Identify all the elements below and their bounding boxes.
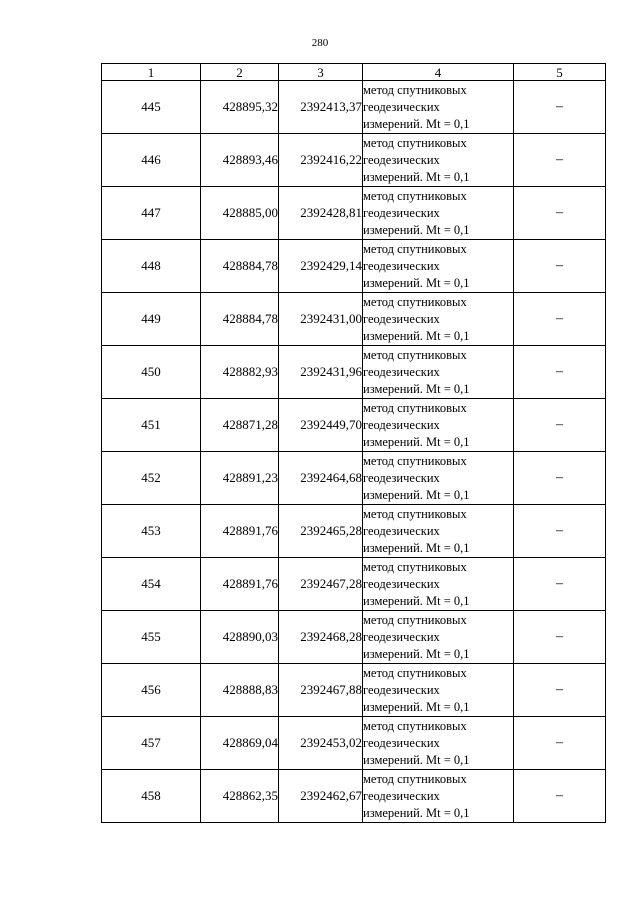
method-line: геодезических <box>363 205 440 220</box>
method-line: измерений. Mt = 0,1 <box>363 328 470 343</box>
point-number-cell: 451 <box>102 399 201 452</box>
note-cell: – <box>514 717 606 770</box>
method-line: измерений. Mt = 0,1 <box>363 593 470 608</box>
x-coordinate-cell: 428890,03 <box>201 611 279 664</box>
method-cell <box>363 611 514 664</box>
point-number-cell: 458 <box>102 770 201 823</box>
method-line: геодезических <box>363 417 440 432</box>
y-coordinate-cell: 2392465,28 <box>279 505 363 558</box>
method-line: метод спутниковых <box>363 241 467 256</box>
method-line: измерений. Mt = 0,1 <box>363 752 470 767</box>
header-col-2: 2 <box>201 64 279 81</box>
method-line: метод спутниковых <box>363 506 467 521</box>
x-coordinate-cell: 428888,83 <box>201 664 279 717</box>
method-cell <box>363 187 514 240</box>
method-line: геодезических <box>363 364 440 379</box>
method-cell <box>363 293 514 346</box>
x-coordinate-cell: 428884,78 <box>201 293 279 346</box>
method-line: метод спутниковых <box>363 453 467 468</box>
table-row <box>102 717 606 770</box>
x-coordinate-cell: 428891,76 <box>201 505 279 558</box>
table-header-row <box>102 64 606 81</box>
point-number-cell: 457 <box>102 717 201 770</box>
point-number-cell: 454 <box>102 558 201 611</box>
note-cell: – <box>514 240 606 293</box>
note-cell: – <box>514 558 606 611</box>
table-row <box>102 611 606 664</box>
table-row <box>102 452 606 505</box>
table-row <box>102 664 606 717</box>
method-line: геодезических <box>363 788 440 803</box>
page-number: 280 <box>311 37 329 49</box>
table-row <box>102 134 606 187</box>
y-coordinate-cell: 2392431,96 <box>279 346 363 399</box>
y-coordinate-cell: 2392464,68 <box>279 452 363 505</box>
y-coordinate-cell: 2392449,70 <box>279 399 363 452</box>
x-coordinate-cell: 428891,76 <box>201 558 279 611</box>
point-number-cell: 456 <box>102 664 201 717</box>
method-cell <box>363 452 514 505</box>
method-line: метод спутниковых <box>363 294 467 309</box>
method-cell <box>363 81 514 134</box>
table-row <box>102 346 606 399</box>
method-cell <box>363 134 514 187</box>
method-line: геодезических <box>363 258 440 273</box>
method-line: измерений. Mt = 0,1 <box>363 116 470 131</box>
method-line: метод спутниковых <box>363 135 467 150</box>
point-number-cell: 450 <box>102 346 201 399</box>
method-cell <box>363 346 514 399</box>
method-line: измерений. Mt = 0,1 <box>363 222 470 237</box>
method-line: геодезических <box>363 311 440 326</box>
x-coordinate-cell: 428884,78 <box>201 240 279 293</box>
x-coordinate-cell: 428885,00 <box>201 187 279 240</box>
y-coordinate-cell: 2392453,02 <box>279 717 363 770</box>
y-coordinate-cell: 2392467,88 <box>279 664 363 717</box>
y-coordinate-cell: 2392416,22 <box>279 134 363 187</box>
y-coordinate-cell: 2392413,37 <box>279 81 363 134</box>
method-line: геодезических <box>363 523 440 538</box>
method-line: метод спутниковых <box>363 347 467 362</box>
method-line: геодезических <box>363 629 440 644</box>
note-cell: – <box>514 664 606 717</box>
method-cell <box>363 770 514 823</box>
method-line: геодезических <box>363 735 440 750</box>
method-line: измерений. Mt = 0,1 <box>363 699 470 714</box>
point-number-cell: 447 <box>102 187 201 240</box>
method-line: метод спутниковых <box>363 718 467 733</box>
x-coordinate-cell: 428893,46 <box>201 134 279 187</box>
header-col-3: 3 <box>279 64 363 81</box>
y-coordinate-cell: 2392431,00 <box>279 293 363 346</box>
table-row <box>102 187 606 240</box>
point-number-cell: 455 <box>102 611 201 664</box>
header-col-1: 1 <box>102 64 201 81</box>
method-line: измерений. Mt = 0,1 <box>363 646 470 661</box>
y-coordinate-cell: 2392462,67 <box>279 770 363 823</box>
table-row <box>102 558 606 611</box>
method-cell <box>363 399 514 452</box>
table-row <box>102 770 606 823</box>
note-cell: – <box>514 346 606 399</box>
point-number-cell: 452 <box>102 452 201 505</box>
method-line: метод спутниковых <box>363 559 467 574</box>
method-line: геодезических <box>363 152 440 167</box>
method-line: измерений. Mt = 0,1 <box>363 381 470 396</box>
method-line: метод спутниковых <box>363 188 467 203</box>
method-line: геодезических <box>363 470 440 485</box>
point-number-cell: 448 <box>102 240 201 293</box>
method-line: метод спутниковых <box>363 612 467 627</box>
method-cell <box>363 240 514 293</box>
method-line: измерений. Mt = 0,1 <box>363 434 470 449</box>
method-cell <box>363 717 514 770</box>
note-cell: – <box>514 81 606 134</box>
note-cell: – <box>514 293 606 346</box>
method-cell <box>363 664 514 717</box>
table-row <box>102 399 606 452</box>
note-cell: – <box>514 134 606 187</box>
method-line: метод спутниковых <box>363 771 467 786</box>
y-coordinate-cell: 2392468,28 <box>279 611 363 664</box>
table-row <box>102 240 606 293</box>
x-coordinate-cell: 428882,93 <box>201 346 279 399</box>
table-row <box>102 81 606 134</box>
table-row <box>102 293 606 346</box>
x-coordinate-cell: 428862,35 <box>201 770 279 823</box>
y-coordinate-cell: 2392467,28 <box>279 558 363 611</box>
coordinates-table <box>101 63 606 823</box>
x-coordinate-cell: 428871,28 <box>201 399 279 452</box>
x-coordinate-cell: 428895,32 <box>201 81 279 134</box>
method-line: геодезических <box>363 576 440 591</box>
note-cell: – <box>514 452 606 505</box>
method-line: измерений. Mt = 0,1 <box>363 169 470 184</box>
method-line: измерений. Mt = 0,1 <box>363 275 470 290</box>
method-cell <box>363 558 514 611</box>
y-coordinate-cell: 2392429,14 <box>279 240 363 293</box>
point-number-cell: 446 <box>102 134 201 187</box>
method-line: метод спутниковых <box>363 82 467 97</box>
x-coordinate-cell: 428891,23 <box>201 452 279 505</box>
method-line: метод спутниковых <box>363 400 467 415</box>
method-line: измерений. Mt = 0,1 <box>363 540 470 555</box>
header-col-5: 5 <box>514 64 606 81</box>
method-line: измерений. Mt = 0,1 <box>363 805 470 820</box>
table-body <box>102 81 606 823</box>
note-cell: – <box>514 399 606 452</box>
method-line: геодезических <box>363 682 440 697</box>
note-cell: – <box>514 505 606 558</box>
note-cell: – <box>514 770 606 823</box>
point-number-cell: 449 <box>102 293 201 346</box>
x-coordinate-cell: 428869,04 <box>201 717 279 770</box>
header-col-4: 4 <box>363 64 514 81</box>
table-row <box>102 505 606 558</box>
y-coordinate-cell: 2392428,81 <box>279 187 363 240</box>
point-number-cell: 453 <box>102 505 201 558</box>
method-cell <box>363 505 514 558</box>
point-number-cell: 445 <box>102 81 201 134</box>
note-cell: – <box>514 187 606 240</box>
method-line: измерений. Mt = 0,1 <box>363 487 470 502</box>
method-line: геодезических <box>363 99 440 114</box>
note-cell: – <box>514 611 606 664</box>
method-line: метод спутниковых <box>363 665 467 680</box>
